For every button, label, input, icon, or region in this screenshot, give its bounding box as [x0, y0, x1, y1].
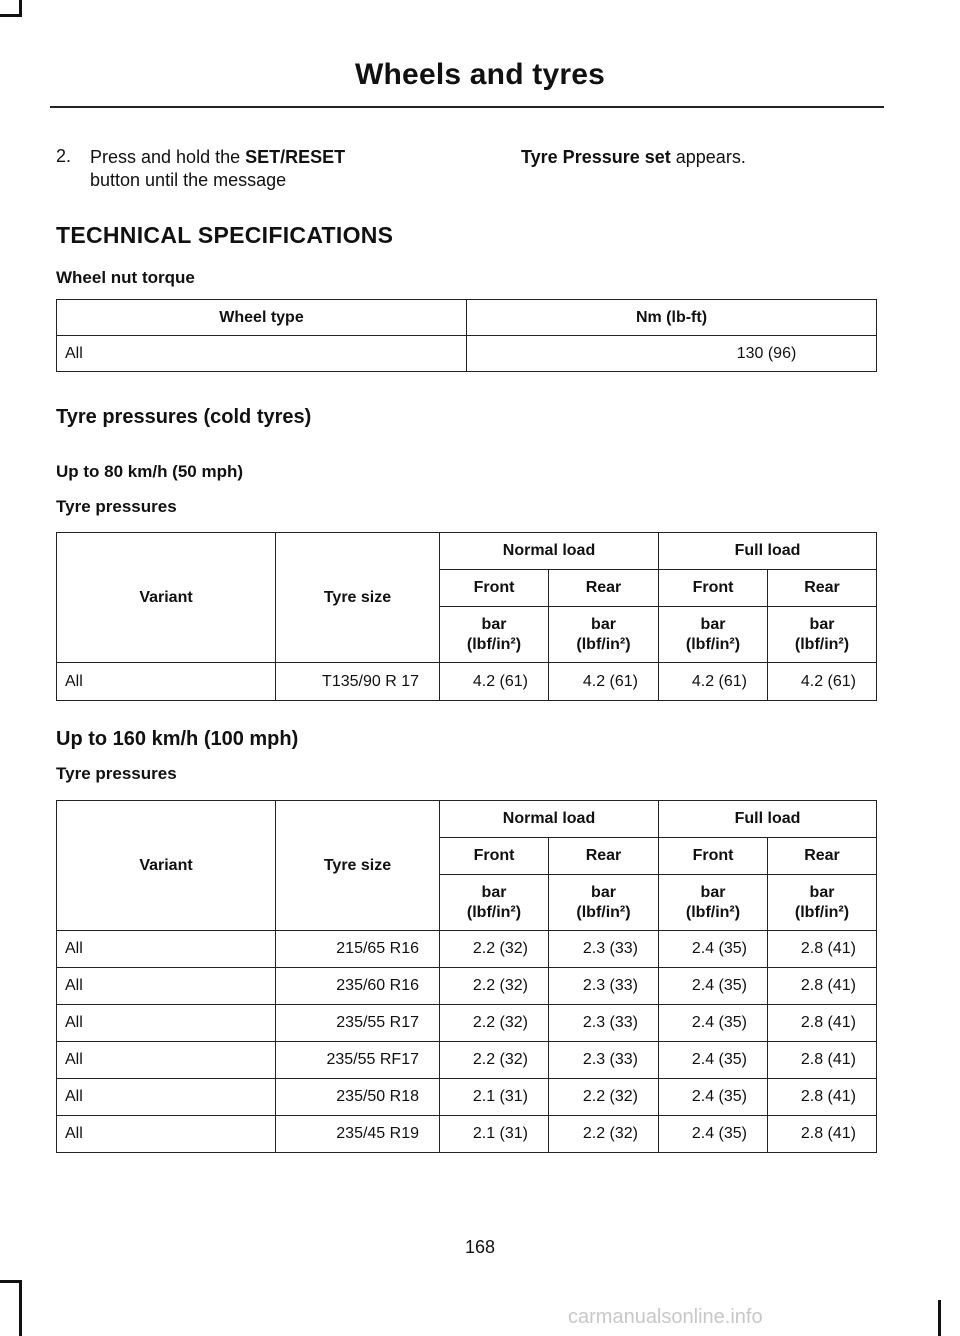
cell-full-front: 2.4 (35) [659, 968, 768, 1005]
column-header-front: Front [440, 838, 549, 875]
crop-mark [19, 1280, 22, 1336]
cell-full-front: 2.4 (35) [659, 1005, 768, 1042]
column-header-tyre-size: Tyre size [276, 533, 440, 663]
cell-full-front: 4.2 (61) [659, 663, 768, 701]
cell-variant: All [57, 663, 276, 701]
unit-psi: (lbf/in²) [685, 635, 741, 653]
cell-torque: 130 (96) [467, 336, 877, 372]
column-header-full-load: Full load [659, 801, 877, 838]
column-header-unit [549, 607, 659, 663]
column-header-unit [768, 607, 877, 663]
column-header-front: Front [659, 570, 768, 607]
cell-tyre-size: 235/55 R17 [276, 1005, 440, 1042]
subtitle-80: Tyre pressures [56, 497, 177, 516]
column-header-normal-load: Normal load [440, 533, 659, 570]
cell-full-rear: 2.8 (41) [768, 968, 877, 1005]
table-row [57, 663, 877, 701]
column-header-rear: Rear [549, 570, 659, 607]
unit-bar: bar [700, 615, 726, 633]
cell-normal-front: 2.2 (32) [440, 1005, 549, 1042]
torque-title: Wheel nut torque [56, 268, 195, 287]
table-header-row [57, 801, 877, 838]
column-header-variant: Variant [57, 533, 276, 663]
unit-psi: (lbf/in²) [794, 903, 850, 921]
cell-normal-rear: 2.3 (33) [549, 1042, 659, 1079]
cell-variant: All [57, 1079, 276, 1116]
cell-variant: All [57, 1042, 276, 1079]
crop-mark [19, 0, 22, 17]
column-header-front: Front [440, 570, 549, 607]
unit-psi: (lbf/in²) [576, 903, 631, 921]
cell-full-rear: 4.2 (61) [768, 663, 877, 701]
section-title: TECHNICAL SPECIFICATIONS [56, 222, 394, 248]
set-reset-label: SET/RESET [245, 147, 346, 167]
cell-tyre-size: 235/45 R19 [276, 1116, 440, 1153]
torque-table [56, 299, 877, 372]
column-header-torque: Nm (lb-ft) [467, 300, 877, 336]
cell-normal-front: 2.2 (32) [440, 968, 549, 1005]
cell-tyre-size: 235/50 R18 [276, 1079, 440, 1116]
cell-variant: All [57, 1116, 276, 1153]
column-header-full-load: Full load [659, 533, 877, 570]
step-number: 2. [56, 146, 72, 166]
cell-full-front: 2.4 (35) [659, 931, 768, 968]
tyre-pressure-set-label: Tyre Pressure set [521, 147, 671, 167]
unit-bar: bar [591, 615, 616, 633]
column-header-normal-load: Normal load [440, 801, 659, 838]
step-text-line1: Press and hold the [90, 147, 246, 167]
pressure-table-160 [56, 800, 877, 1153]
step-text-appears: appears. [670, 147, 746, 167]
cell-normal-rear: 2.3 (33) [549, 1005, 659, 1042]
cell-tyre-size: 215/65 R16 [276, 931, 440, 968]
cell-normal-rear: 2.2 (32) [549, 1116, 659, 1153]
table-row [57, 931, 877, 968]
speed-title-80: Up to 80 km/h (50 mph) [56, 462, 244, 481]
cell-normal-front: 2.1 (31) [440, 1116, 549, 1153]
unit-bar: bar [700, 883, 726, 901]
column-header-variant: Variant [57, 801, 276, 931]
table-row [57, 1042, 877, 1079]
column-header-rear: Rear [549, 838, 659, 875]
cell-normal-front: 2.2 (32) [440, 931, 549, 968]
column-header-unit [549, 875, 659, 931]
column-header-unit [440, 875, 549, 931]
table-row [57, 1116, 877, 1153]
step-text [90, 146, 345, 192]
cell-wheel-type: All [57, 336, 467, 372]
cell-variant: All [57, 1005, 276, 1042]
column-header-unit [659, 607, 768, 663]
unit-psi: (lbf/in²) [685, 903, 741, 921]
cell-full-front: 2.4 (35) [659, 1042, 768, 1079]
cell-full-rear: 2.8 (41) [768, 1079, 877, 1116]
column-header-wheel-type: Wheel type [57, 300, 467, 336]
subtitle-160: Tyre pressures [56, 764, 177, 783]
cell-variant: All [57, 931, 276, 968]
cell-full-rear: 2.8 (41) [768, 1116, 877, 1153]
unit-psi: (lbf/in²) [576, 635, 631, 653]
table-header-row [57, 533, 877, 570]
column-header-unit [768, 875, 877, 931]
table-row [57, 336, 877, 372]
cell-normal-front: 2.2 (32) [440, 1042, 549, 1079]
table-row [57, 1079, 877, 1116]
cell-full-rear: 2.8 (41) [768, 1042, 877, 1079]
cell-full-rear: 2.8 (41) [768, 931, 877, 968]
column-header-rear: Rear [768, 838, 877, 875]
crop-mark [938, 1300, 941, 1336]
column-header-front: Front [659, 838, 768, 875]
step-text-continued [521, 146, 746, 169]
cell-tyre-size: T135/90 R 17 [276, 663, 440, 701]
cell-variant: All [57, 968, 276, 1005]
unit-bar: bar [481, 883, 507, 901]
unit-bar: bar [591, 883, 616, 901]
cell-normal-front: 4.2 (61) [440, 663, 549, 701]
header-divider [50, 106, 884, 108]
table-row [57, 1005, 877, 1042]
cell-normal-rear: 4.2 (61) [549, 663, 659, 701]
table-header-row [57, 300, 877, 336]
column-header-unit [440, 607, 549, 663]
pressures-title: Tyre pressures (cold tyres) [56, 406, 312, 428]
column-header-tyre-size: Tyre size [276, 801, 440, 931]
unit-psi: (lbf/in²) [794, 635, 850, 653]
cell-normal-front: 2.1 (31) [440, 1079, 549, 1116]
column-header-rear: Rear [768, 570, 877, 607]
watermark: carmanualsonline.info [568, 1306, 763, 1328]
speed-title-160: Up to 160 km/h (100 mph) [56, 728, 299, 750]
column-header-unit [659, 875, 768, 931]
cell-tyre-size: 235/55 RF17 [276, 1042, 440, 1079]
unit-psi: (lbf/in²) [466, 635, 522, 653]
unit-psi: (lbf/in²) [466, 903, 522, 921]
pressure-table-80 [56, 532, 877, 701]
cell-normal-rear: 2.2 (32) [549, 1079, 659, 1116]
unit-bar: bar [809, 883, 835, 901]
unit-bar: bar [809, 615, 835, 633]
cell-full-rear: 2.8 (41) [768, 1005, 877, 1042]
cell-full-front: 2.4 (35) [659, 1116, 768, 1153]
page-title: Wheels and tyres [355, 58, 605, 91]
page-number: 168 [464, 1237, 496, 1257]
cell-full-front: 2.4 (35) [659, 1079, 768, 1116]
cell-normal-rear: 2.3 (33) [549, 968, 659, 1005]
cell-tyre-size: 235/60 R16 [276, 968, 440, 1005]
cell-normal-rear: 2.3 (33) [549, 931, 659, 968]
unit-bar: bar [481, 615, 507, 633]
table-row [57, 968, 877, 1005]
step-text-line2: button until the message [90, 170, 287, 190]
